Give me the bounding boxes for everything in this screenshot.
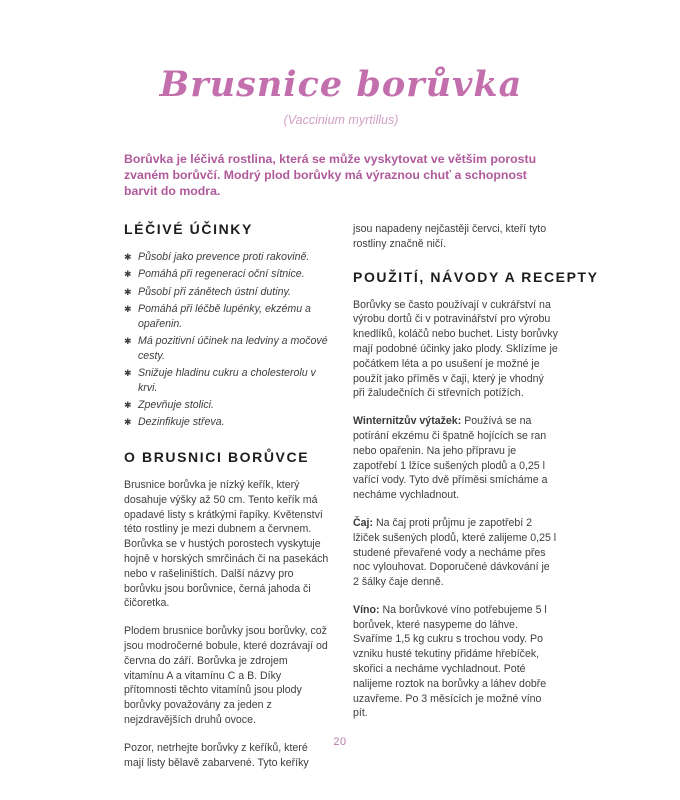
- asterisk-bullet-icon: ✱: [124, 335, 132, 346]
- effects-heading: LÉČIVÉ ÚČINKY: [124, 221, 253, 238]
- effect-text: Působí jako prevence proti rakovině.: [138, 250, 310, 263]
- usage-heading: POUŽITÍ, NÁVODY A RECEPTY: [353, 268, 599, 285]
- page-number: 20: [333, 736, 347, 748]
- asterisk-bullet-icon: ✱: [124, 303, 132, 314]
- recipe-tea: [353, 516, 558, 590]
- recipe-text: Používá se na potírání ekzému či špatně hojících se ran nebo opařenin. Na jeho přípravu je zapotřebí 1 lžíce sušených plodů a 0,25 l vařící vody. Tyto dvě příměsi smícháme a necháme vychladnout.: [353, 415, 548, 502]
- about-paragraph: Pozor, netrhejte borůvky z keříků, které mají listy bělavě zabarvené. Tyto keříky: [124, 741, 309, 769]
- effect-text: Pomáhá při regeneraci oční sítnice.: [138, 268, 305, 281]
- list-item: [124, 334, 329, 364]
- about-paragraph: Plodem brusnice borůvky jsou borůvky, což jsou modročerné bobule, které dozrávají od června do září. Borůvka je zdrojem vitamínu A a vitamínu C a B. Díky přítomnosti těchto vitamínů jsou plody borůvky považovány za jeden z nejzdravějších druhů ovoce.: [124, 625, 328, 726]
- about-paragraph: Brusnice borůvka je nízký keřík, který dosahuje výšky až 50 cm. Tento keřík má opadavé listy s krátkými řapíky. Květenství této rostliny je mezi dubnem a červnem. Borůvka se v hustých porostech vyskytuje hojně v horských smrčinách či na pasekách nebo v rašeliništích. Další názvy pro borůvku jsou borůvnice, černá jahoda či čičoretka.: [124, 479, 329, 610]
- continuation-paragraph: jsou napadeny nejčastěji červci, kteří tyto rostliny značně ničí.: [353, 223, 547, 250]
- recipe-wine: [353, 603, 558, 721]
- asterisk-bullet-icon: ✱: [124, 269, 132, 280]
- list-item: [124, 250, 329, 265]
- effect-text: Působí při zánětech ústní dutiny.: [138, 285, 291, 298]
- right-column: [353, 221, 599, 783]
- page-title: Brusnice borůvka: [159, 64, 523, 105]
- effect-text: Zpevňuje stolici.: [138, 399, 214, 412]
- list-item: [124, 267, 329, 282]
- effects-list: [124, 250, 329, 430]
- usage-paragraph: Borůvky se často používají v cukrářství na výrobu dortů či v potravinářství pro výrobu knedlíků, koláčů nebo buchet. Listy borůvky mají podobné účinky jako plody. Sklízíme je počátkem léta a po usušení je možné je použít jako příměs v čaji, který je vhodný při žaludečních či střevních potížích.: [353, 298, 558, 400]
- recipe-label: Winternitzův výtažek:: [353, 415, 462, 428]
- list-item: [124, 415, 329, 430]
- latin-name: (Vaccinium myrtillus): [283, 112, 399, 127]
- effect-text: Má pozitivní účinek na ledviny a močové cesty.: [138, 334, 328, 362]
- two-column-layout: [124, 221, 599, 783]
- list-item: [124, 302, 329, 332]
- asterisk-bullet-icon: ✱: [124, 368, 132, 379]
- list-item: [124, 366, 329, 396]
- asterisk-bullet-icon: ✱: [124, 251, 132, 262]
- recipe-label: Čaj:: [353, 516, 374, 529]
- asterisk-bullet-icon: ✱: [124, 417, 132, 428]
- left-column: [124, 221, 329, 783]
- recipe-extract: [353, 414, 558, 503]
- effect-text: Snižuje hladinu cukru a cholesterolu v krvi.: [138, 367, 316, 394]
- about-heading: O BRUSNICI BORŮVCE: [124, 449, 310, 466]
- effect-text: Pomáhá při léčbě lupénky, ekzému a opařenin.: [138, 302, 311, 330]
- intro-text: Borůvka je léčivá rostlina, která se může vyskytovat ve většim porostu zvaném borůvčí. Modrý plod borůvky má výraznou chuť a schopnost barvit do modra.: [124, 151, 537, 198]
- recipe-label: Víno:: [353, 603, 380, 616]
- list-item: [124, 398, 329, 413]
- effect-text: Dezinfikuje střeva.: [138, 416, 225, 429]
- asterisk-bullet-icon: ✱: [124, 400, 132, 411]
- asterisk-bullet-icon: ✱: [124, 286, 132, 297]
- recipe-text: Na čaj proti průjmu je zapotřebí 2 lžiček sušených plodů, které zalijeme 0,25 l studené převařené vody a necháme přes noc vylouhovat. Doporučené dávkování je 2 šálky čaje denně.: [353, 516, 557, 589]
- recipe-text: Na borůvkové víno potřebujeme 5 l borůvek, které nasypeme do láhve. Svaříme 1,5 kg cukru s trochou vody. Po vzniku husté tekutiny přidáme hřebíček, skořici a necháme vychladnout. Poté nalijeme roztok na borůvky a láhev dobře uzavřeme. Po 3 měsících je možné víno pít.: [353, 603, 547, 720]
- list-item: [124, 285, 329, 300]
